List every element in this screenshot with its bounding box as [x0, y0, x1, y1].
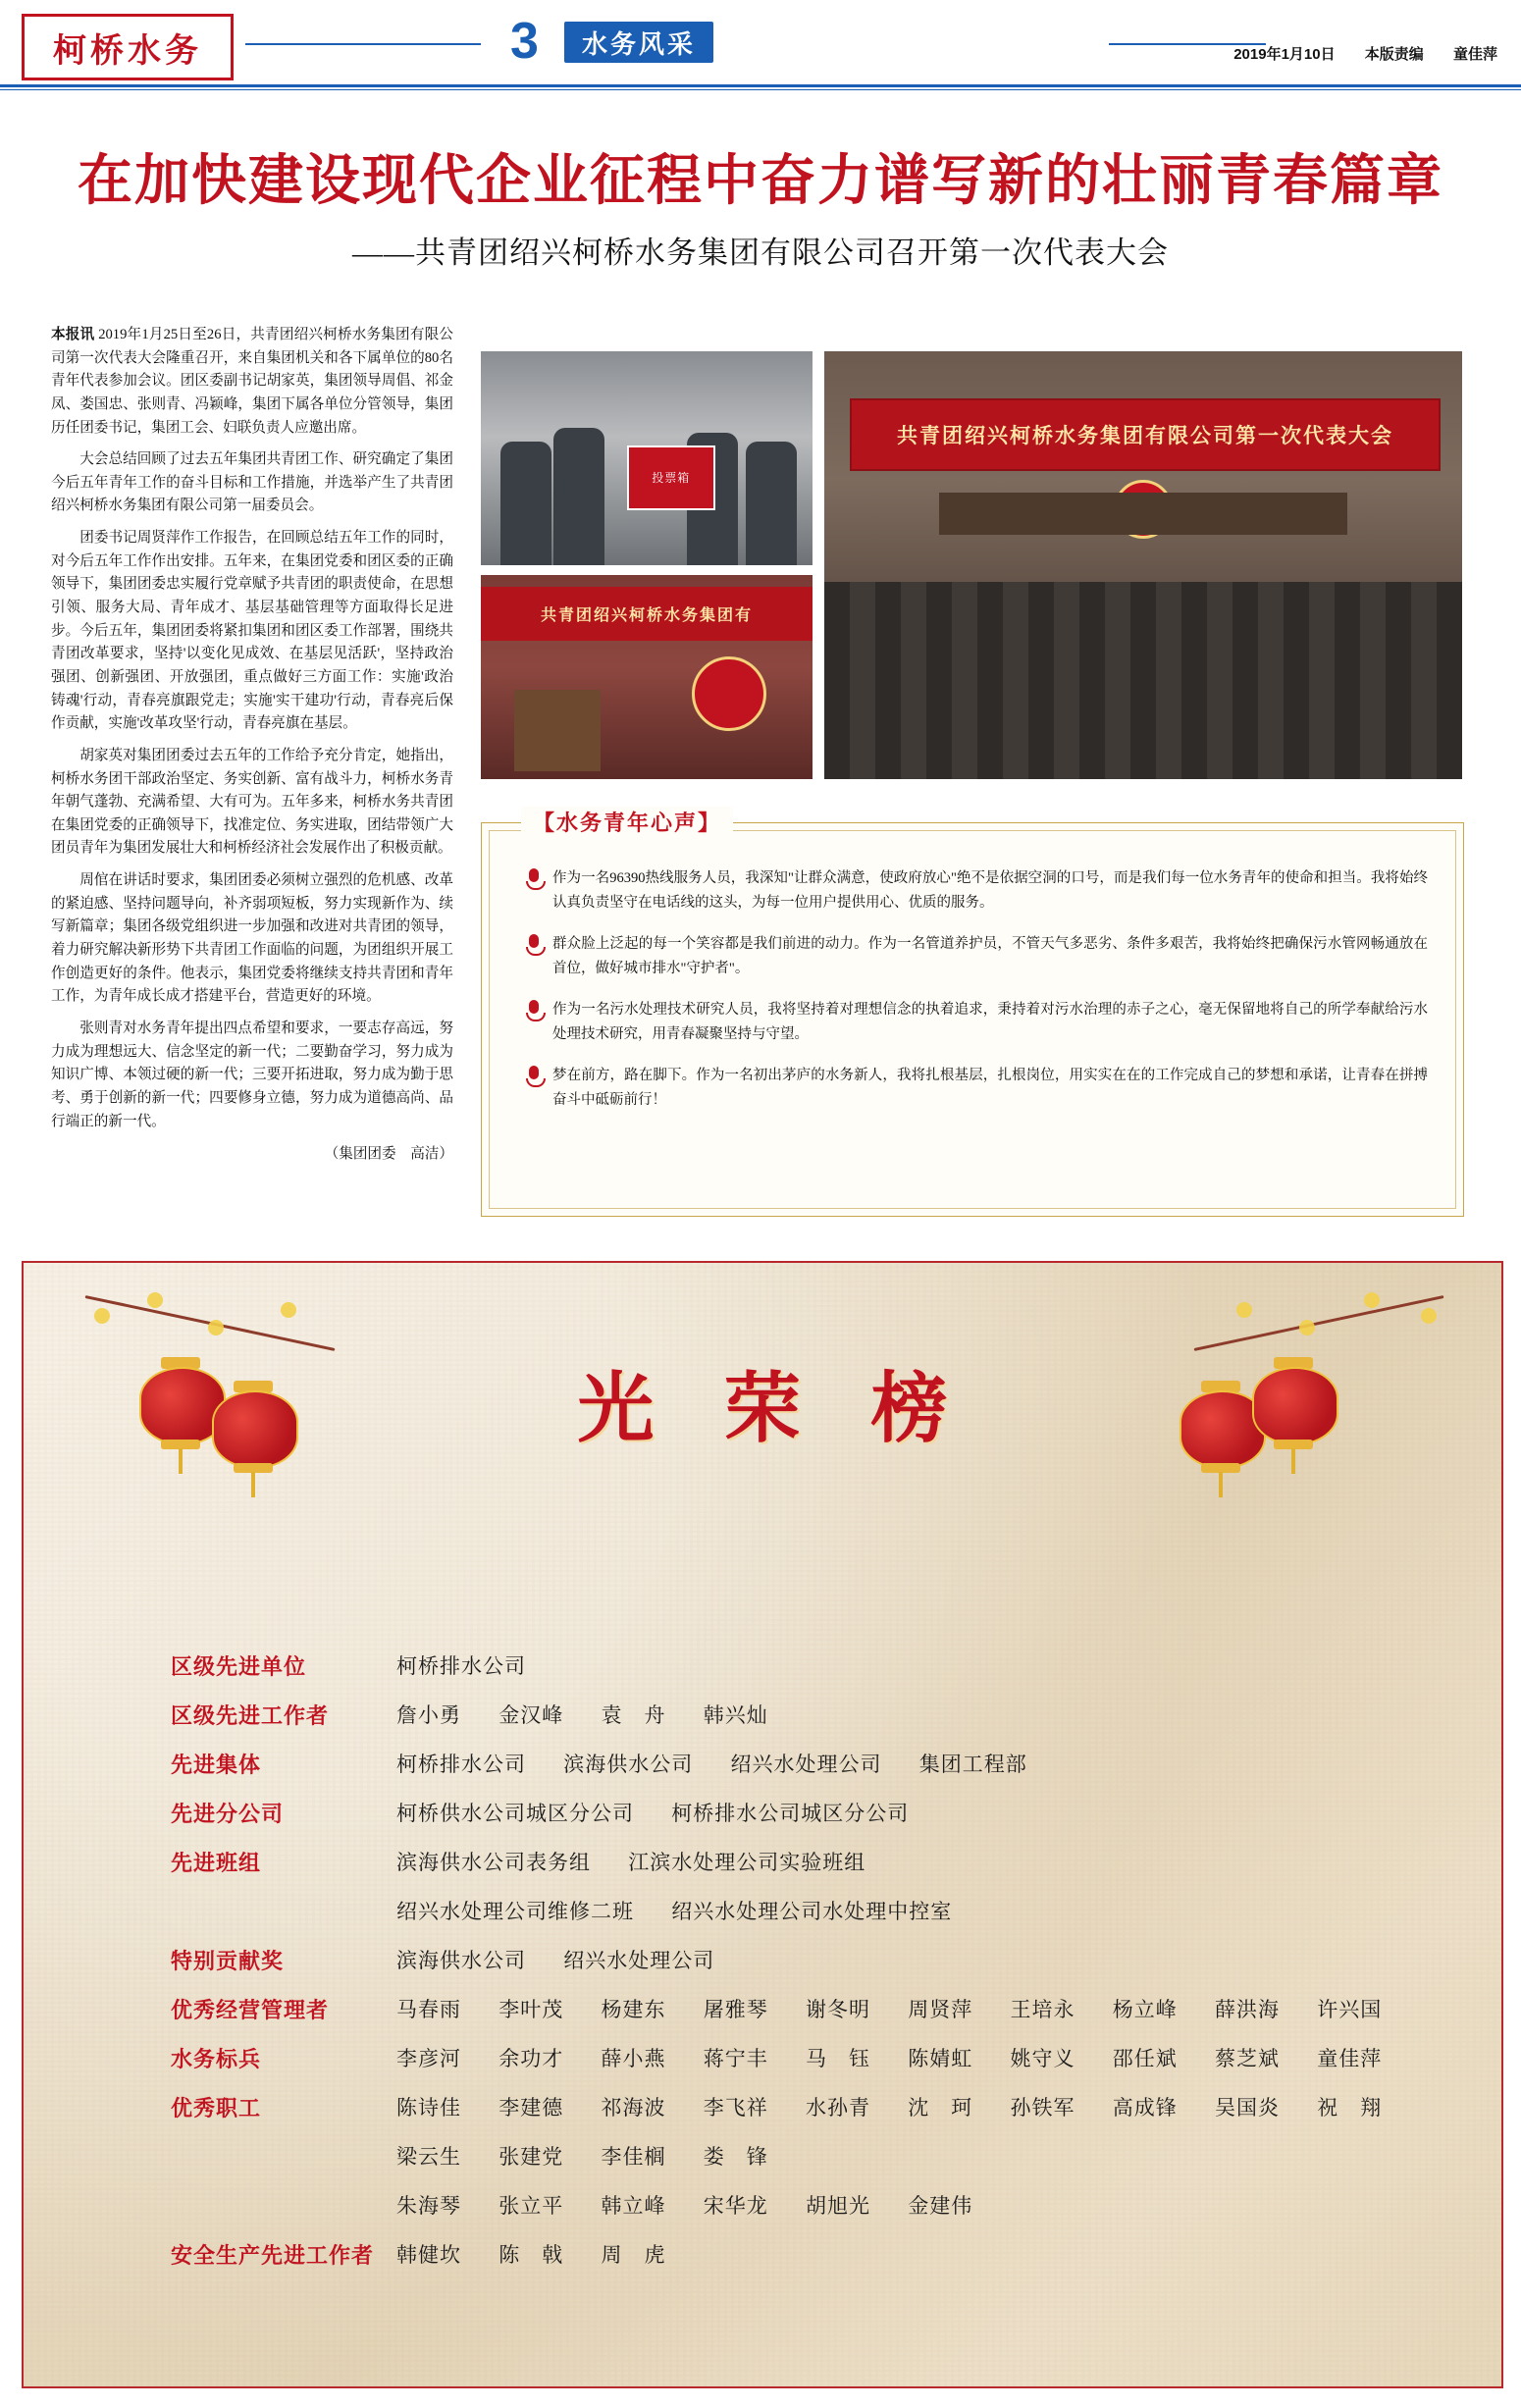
- microphone-icon: [523, 1000, 545, 1021]
- blossom-icon: [208, 1320, 224, 1335]
- honor-value: 薛洪海: [1215, 1998, 1280, 2021]
- audience: [824, 582, 1462, 779]
- honor-row-label: 先进分公司: [171, 1802, 285, 1826]
- honor-row-values: [396, 1749, 1442, 1778]
- youth-voices-title: 【水务青年心声】: [521, 807, 733, 837]
- voice-text: 作为一名96390热线服务人员，我深知"让群众满意，使政府放心"绝不是依据空洞的口号，而是我们每一位水务青年的使命和担当。我将始终认真负责坚守在电话线的这头，为每一位用户提供用心、优质的服务。: [552, 870, 1428, 911]
- honor-value: 江滨水处理公司实验班组: [628, 1851, 866, 1874]
- honor-value: 韩健坎: [396, 2243, 461, 2267]
- masthead: [0, 0, 1521, 93]
- honor-value: 祝 翔: [1317, 2096, 1383, 2120]
- table-row: [171, 2043, 1442, 2073]
- list-item: [523, 998, 1428, 1047]
- honor-row-values: [396, 1945, 1442, 1974]
- honor-row-values: [396, 2190, 1442, 2220]
- issue-date: 2019年1月10日: [1233, 46, 1336, 63]
- table-row: [171, 1994, 1442, 2024]
- honor-value: 宋华龙: [703, 2194, 768, 2218]
- honor-value: 金汉峰: [498, 1703, 564, 1727]
- honor-value: 滨海供水公司: [396, 1949, 526, 1972]
- honor-row-values: [396, 2092, 1442, 2121]
- honor-value: 柯桥排水公司: [396, 1654, 526, 1678]
- photo-figure: [553, 428, 604, 565]
- article-paragraph-0: 2019年1月25日至26日，共青团绍兴柯桥水务集团有限公司第一次代表大会隆重召开，来自集团机关和各下属单位的80名青年代表参加会议。团区委副书记胡家英，集团领导周倡、祁金凤、娄国忠、张则青、冯颖峰，集团下属各单位分管领导，集团历任团委书记，集团工会、妇联负责人应邀出席。: [51, 327, 453, 436]
- honor-row-label: 区级先进工作者: [171, 1703, 330, 1728]
- photo-voting: [481, 351, 813, 565]
- editor-label: 本版责编: [1364, 46, 1424, 63]
- article-subheadline: ——共青团绍兴柯桥水务集团有限公司召开第一次代表大会: [352, 236, 1169, 270]
- honor-value: 张建党: [498, 2145, 564, 2169]
- emblem-icon: [692, 656, 766, 731]
- honor-row-label: 特别贡献奖: [171, 1949, 285, 1973]
- list-item: [523, 932, 1428, 981]
- photo-conference: [824, 351, 1462, 779]
- honor-row-label: 优秀经营管理者: [171, 1998, 330, 2022]
- honor-row-label: 水务标兵: [171, 2047, 262, 2071]
- honor-value: 童佳萍: [1317, 2047, 1383, 2070]
- table-row: [171, 2190, 1442, 2221]
- honor-value: 柯桥供水公司城区分公司: [396, 1802, 634, 1825]
- masthead-divider-left: [245, 43, 481, 45]
- honor-row-values: [396, 2043, 1442, 2072]
- honor-value: 王培永: [1010, 1998, 1075, 2021]
- article-signature: （集团团委 高洁）: [324, 1146, 453, 1163]
- honor-value: 张立平: [498, 2194, 564, 2218]
- publication-logo-text: 柯桥水务: [53, 32, 202, 70]
- blossom-icon: [1236, 1302, 1252, 1318]
- honor-value: 祁海波: [601, 2096, 666, 2120]
- honor-value: 陈 戟: [498, 2243, 564, 2267]
- article-paragraph-lead: [51, 324, 453, 440]
- masthead-rule-thin: [0, 89, 1521, 90]
- honor-row-label: 区级先进单位: [171, 1654, 307, 1679]
- table-row: [171, 1700, 1442, 1730]
- honor-value: 余功才: [498, 2047, 564, 2070]
- section-badge: 水务风采: [564, 22, 713, 63]
- honor-value: 绍兴水处理公司: [730, 1753, 882, 1776]
- honor-row-label: 先进班组: [171, 1851, 262, 1875]
- honor-row-label: 优秀职工: [171, 2096, 262, 2120]
- youth-voices-box: [481, 811, 1464, 1217]
- lead-label: 本报讯: [51, 327, 95, 342]
- photo-figure: [746, 442, 797, 565]
- list-item: [523, 1064, 1428, 1113]
- article-paragraph-5: 张则青对水务青年提出四点希望和要求，一要志存高远，努力成为理想远大、信念坚定的新一代；二要勤奋学习，努力成为知识广博、本领过硬的新一代；三要开拓进取，努力成为勤于思考、勇于创新的新一代；四要修身立德，努力成为道德高尚、品行端正的新一代。: [51, 1020, 453, 1129]
- article-paragraph-2: 团委书记周贤萍作工作报告，在回顾总结五年工作的同时，对今后五年工作作出安排。五年来，在集团党委和团区委的正确领导下，集团团委忠实履行党章赋予共青团的职责使命，在思想引领、服务大局、青年成才、基层基础管理等方面取得长足进步。今后五年，集团团委将紧扣集团和团区委工作部署，围绕共青团改革要求，坚持'以变化见成效、在基层见活跃'，坚持政治强团、创新强团、开放强团，重点做好三方面工作：实施'政治铸魂'行动，青春亮旗跟党走；实施'实干建功'行动，青春亮后保作贡献，实施'改革攻坚'行动，青春亮旗在基层。: [51, 530, 453, 732]
- honor-value: 绍兴水处理公司: [563, 1949, 715, 1972]
- honor-value: 蒋宁丰: [703, 2047, 768, 2070]
- honor-row-values: [396, 2141, 1442, 2171]
- honor-value: 李佳榈: [601, 2145, 666, 2169]
- honor-value: 李彦河: [396, 2047, 461, 2070]
- photo-vote-box-caption: 投票箱: [627, 445, 715, 510]
- honor-value: 谢冬明: [806, 1998, 870, 2021]
- honor-value: 李建德: [498, 2096, 564, 2120]
- honor-value: 梁云生: [396, 2145, 461, 2169]
- honor-value: 胡旭光: [806, 2194, 870, 2218]
- honor-value: 周贤萍: [908, 1998, 973, 2021]
- photo-podium-scene: [481, 575, 813, 779]
- page-number: 3: [510, 13, 539, 70]
- voice-text: 梦在前方，路在脚下。作为一名初出茅庐的水务新人，我将扎根基层，扎根岗位，用实实在在的工作完成自己的梦想和承诺，让青春在拼搏奋斗中砥砺前行！: [552, 1067, 1428, 1108]
- photo-podium: [481, 575, 813, 779]
- honor-row-label: 先进集体: [171, 1753, 262, 1777]
- article-paragraph-1: 大会总结回顾了过去五年集团共青团工作、研究确定了集团今后五年青年工作的奋斗目标和工作措施，并选举产生了共青团绍兴柯桥水务集团有限公司第一届委员会。: [51, 451, 453, 514]
- honor-value: 绍兴水处理公司水处理中控室: [671, 1900, 953, 1923]
- honor-row-values: [396, 1700, 1442, 1729]
- article-paragraph-4: 周倌在讲话时要求，集团团委必须树立强烈的危机感、改革的紧迫感、坚持问题导向，补齐弱项短板，努力实现新作为、续写新篇章；集团各级党组织进一步加强和改进对共青团的领导，着力研究解决新形势下共青团工作面临的问题，为团组织开展工作创造更好的条件。他表示，集团党委将继续支持共青团和青年工作，为青年成长成才搭建平台，营造更好的环境。: [51, 872, 453, 1005]
- honor-value: 水孙青: [806, 2096, 870, 2120]
- honor-value: 李飞祥: [703, 2096, 768, 2120]
- honor-value: 韩立峰: [601, 2194, 666, 2218]
- blossom-icon: [147, 1292, 163, 1308]
- honor-value: 袁 舟: [601, 1703, 666, 1727]
- honor-value: 高成锋: [1112, 2096, 1178, 2120]
- table-row: [171, 1650, 1442, 1681]
- honor-value: 柯桥排水公司: [396, 1753, 526, 1776]
- honor-value: 李叶茂: [498, 1998, 564, 2021]
- blossom-icon: [281, 1302, 296, 1318]
- head-table: [939, 493, 1347, 536]
- article-paragraph-3: 胡家英对集团团委过去五年的工作给予充分肯定，她指出，柯桥水务团干部政治坚定、务实创新、富有战斗力，柯桥水务青年朝气蓬勃、充满希望、大有可为。五年多来，柯桥水务共青团在集团党委的正确领导下，找准定位、务实进取，团结带领广大团员青年为集团发展壮大和柯桥经济社会发展作出了积极贡献。: [51, 747, 453, 857]
- honor-value: 朱海琴: [396, 2194, 461, 2218]
- honor-value: 杨立峰: [1112, 1998, 1178, 2021]
- honor-row-values: [396, 1847, 1442, 1876]
- editor-name: 童佳萍: [1452, 46, 1497, 63]
- table-row: [171, 1798, 1442, 1828]
- photo-podium-banner: 共青团绍兴柯桥水务集团有: [481, 587, 813, 640]
- voice-text: 作为一名污水处理技术研究人员，我将坚持着对理想信念的执着追求，秉持着对污水治理的赤子之心，毫无保留地将自己的所学奉献给污水处理技术研究，用青春凝聚坚持与守望。: [552, 1001, 1428, 1042]
- honor-row-values: [396, 2239, 1442, 2269]
- table-row: [171, 1847, 1442, 1877]
- honor-value: 马春雨: [396, 1998, 461, 2021]
- honor-value: 杨建东: [601, 1998, 666, 2021]
- podium-stand: [514, 690, 601, 771]
- list-item: [523, 866, 1428, 916]
- honor-row-label: 安全生产先进工作者: [171, 2243, 375, 2268]
- honor-roll-panel: [22, 1261, 1503, 2388]
- honor-value: 蔡芝斌: [1215, 2047, 1280, 2070]
- photo-figure: [500, 442, 551, 565]
- honor-value: 周 虎: [601, 2243, 666, 2267]
- blossom-icon: [1299, 1320, 1315, 1335]
- honor-value: 薛小燕: [601, 2047, 666, 2070]
- photo-conference-banner: 共青团绍兴柯桥水务集团有限公司第一次代表大会: [850, 398, 1441, 471]
- masthead-rule-thick: [0, 84, 1521, 87]
- honor-value: 金建伟: [908, 2194, 973, 2218]
- honor-value: 韩兴灿: [703, 1703, 768, 1727]
- honor-row-values: [396, 1896, 1442, 1925]
- honor-value: 陈诗佳: [396, 2096, 461, 2120]
- masthead-meta: [1233, 43, 1497, 64]
- honor-value: 邵任斌: [1112, 2047, 1178, 2070]
- table-row: [171, 2092, 1442, 2122]
- honor-value: 吴国炎: [1215, 2096, 1280, 2120]
- table-row: [171, 1945, 1442, 1975]
- youth-voices-list: [523, 866, 1428, 1129]
- photo-conference-scene: [824, 351, 1462, 779]
- honor-value: 集团工程部: [918, 1753, 1027, 1776]
- table-row: [171, 2239, 1442, 2270]
- table-row: [171, 1896, 1442, 1926]
- blossom-icon: [1364, 1292, 1380, 1308]
- honor-value: 马 钰: [806, 2047, 870, 2070]
- honor-row-values: [396, 1994, 1442, 2023]
- honor-value: 孙铁军: [1010, 2096, 1075, 2120]
- honor-value: 屠雅琴: [703, 1998, 768, 2021]
- honor-value: 许兴国: [1317, 1998, 1383, 2021]
- honor-row-values: [396, 1650, 1442, 1680]
- voice-text: 群众脸上泛起的每一个笑容都是我们前进的动力。作为一名管道养护员，不管天气多恶劣、条件多艰苦，我将始终把确保污水管网畅通放在首位，做好城市排水"守护者"。: [552, 935, 1428, 976]
- honor-value: 滨海供水公司表务组: [396, 1851, 591, 1874]
- photo-voting-scene: [481, 351, 813, 565]
- honor-value: 陈婧虹: [908, 2047, 973, 2070]
- honor-value: 沈 珂: [908, 2096, 973, 2120]
- microphone-icon: [523, 868, 545, 890]
- honor-value: 柯桥排水公司城区分公司: [671, 1802, 910, 1825]
- article-body: [51, 324, 453, 1176]
- honor-value: 姚守义: [1010, 2047, 1075, 2070]
- honor-value: 娄 锋: [703, 2145, 768, 2169]
- honor-row-values: [396, 1798, 1442, 1827]
- table-row: [171, 1749, 1442, 1779]
- table-row: [171, 2141, 1442, 2172]
- publication-logo: [22, 14, 234, 80]
- honor-value: 滨海供水公司: [563, 1753, 694, 1776]
- honor-value: 绍兴水处理公司维修二班: [396, 1900, 634, 1923]
- honor-roll-list: [171, 1650, 1442, 2288]
- article-headline: 在加快建设现代企业征程中奋力谱写新的壮丽青春篇章: [78, 151, 1443, 212]
- blossom-icon: [94, 1308, 110, 1324]
- honor-value: 詹小勇: [396, 1703, 461, 1727]
- microphone-icon: [523, 934, 545, 956]
- microphone-icon: [523, 1066, 545, 1087]
- honor-roll-title: 光 荣 榜: [577, 1366, 973, 1451]
- blossom-icon: [1421, 1308, 1437, 1324]
